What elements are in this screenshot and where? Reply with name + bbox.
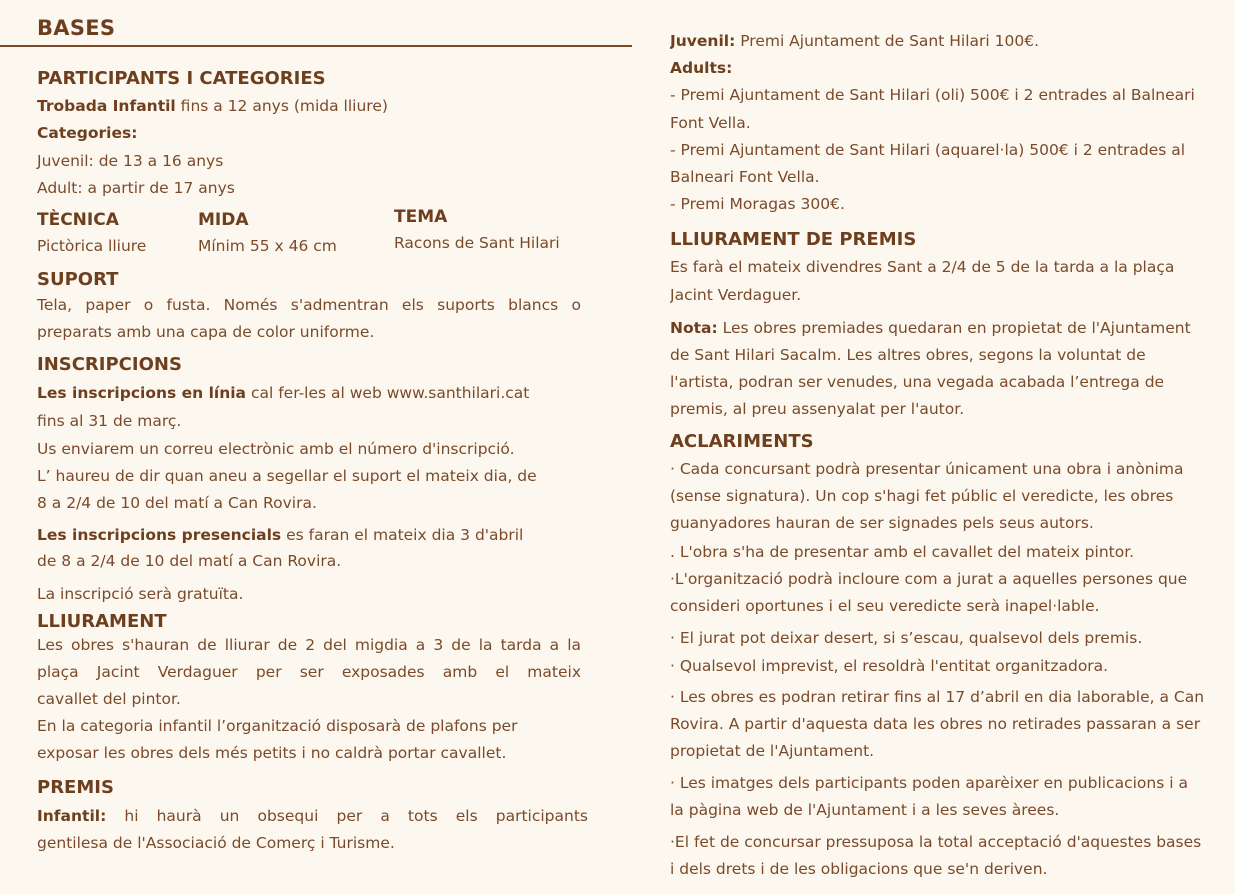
inscripcions-heading: INSCRIPCIONS (37, 354, 182, 375)
adult-prize1-line1: - Premi Ajuntament de Sant Hilari (oli) 500€ i 2 entrades al Balneari (670, 86, 1195, 104)
infantil-label: Trobada Infantil (37, 97, 176, 115)
juvenil-category: Juvenil: de 13 a 16 anys (37, 152, 224, 170)
juvenil-prize-text: Premi Ajuntament de Sant Hilari 100€. (735, 32, 1039, 50)
aclariments-line: · Qualsevol imprevist, el resoldrà l'entitat organitzadora. (670, 657, 1109, 675)
lliurament-premis-line1: Es farà el mateix divendres Sant a 2/4 de 5 de la tarda a la plaça (670, 258, 1175, 276)
adults-label: Adults: (670, 59, 733, 77)
adult-prize2-line1: - Premi Ajuntament de Sant Hilari (aquarel·la) 500€ i 2 entrades al (670, 141, 1186, 159)
aclariments-line: guanyadores hauran de ser signades pels seus autors. (670, 514, 1094, 532)
aclariments-line: · El jurat pot deixar desert, si s’escau, qualsevol dels premis. (670, 629, 1143, 647)
aclariments-line: propietat de l'Ajuntament. (670, 742, 875, 760)
mida-label: MIDA (198, 210, 249, 230)
nota-text: Les obres premiades quedaran en propietat de l'Ajuntament (717, 319, 1191, 337)
title-divider (0, 45, 632, 47)
suport-line1: Tela, paper o fusta. Només s'admentran els suports blancs o (37, 296, 581, 314)
inscripcions-line4: L’ haureu de dir quan aneu a segellar el suport el mateix dia, de (37, 467, 537, 485)
inscripcions-line5: 8 a 2/4 de 10 del matí a Can Rovira. (37, 494, 317, 512)
tema-label: TEMA (394, 207, 448, 227)
tecnica-label: TÈCNICA (37, 210, 119, 230)
inscripcions-line2: fins al 31 de març. (37, 412, 182, 430)
lliurament-line5: exposar les obres dels més petits i no caldrà portar cavallet. (37, 744, 507, 762)
aclariments-line: · Cada concursant podrà presentar únicament una obra i anònima (670, 460, 1184, 478)
aclariments-line: consideri oportunes i el seu veredicte serà inapel·lable. (670, 597, 1100, 615)
suport-heading: SUPORT (37, 269, 119, 290)
premis-infantil-label: Infantil: (37, 807, 107, 825)
adult-prize2-line2: Balneari Font Vella. (670, 168, 820, 186)
inscripcions-line8: La inscripció serà gratuïta. (37, 585, 244, 603)
presencial-text: es faran el mateix dia 3 d'abril (281, 526, 524, 544)
inscripcions-online (37, 380, 529, 407)
lliurament-line1: Les obres s'hauran de lliurar de 2 del migdia a 3 de la tarda a la (37, 636, 581, 654)
adult-prize1-line2: Font Vella. (670, 114, 751, 132)
categories-label: Categories: (37, 124, 138, 142)
premis-line2: gentilesa de l'Associació de Comerç i Turisme. (37, 834, 395, 852)
online-label: Les inscripcions en línia (37, 384, 247, 402)
aclariments-line: Rovira. A partir d'aquesta data les obres no retirades passaran a ser (670, 715, 1201, 733)
lliurament-premis-heading: LLIURAMENT DE PREMIS (670, 229, 917, 250)
juvenil-prize-label: Juvenil: (670, 32, 736, 50)
right-column (670, 0, 1235, 894)
tecnica-value: Pictòrica lliure (37, 237, 147, 255)
adult-category: Adult: a partir de 17 anys (37, 179, 235, 197)
lliurament-line3: cavallet del pintor. (37, 690, 181, 708)
lliurament-line4: En la categoria infantil l’organització disposarà de plafons per (37, 717, 518, 735)
aclariments-heading: ACLARIMENTS (670, 431, 814, 452)
page-title: BASES (37, 16, 116, 40)
mida-value: Mínim 55 x 46 cm (198, 237, 337, 255)
participants-heading: PARTICIPANTS I CATEGORIES (37, 68, 326, 89)
inscripcions-line7: de 8 a 2/4 de 10 del matí a Can Rovira. (37, 552, 342, 570)
nota-line1 (670, 315, 1191, 342)
nota-line4: premis, al preu assenyalat per l'autor. (670, 400, 965, 418)
infantil-line (37, 93, 388, 120)
premis-infantil (37, 803, 588, 830)
aclariments-line: (sense signatura). Un cop s'hagi fet públic el veredicte, les obres (670, 487, 1174, 505)
adult-prize3: - Premi Moragas 300€. (670, 195, 845, 213)
lliurament-premis-line2: Jacint Verdaguer. (670, 286, 802, 304)
aclariments-line: · Les imatges dels participants poden aparèixer en publicacions i a (670, 774, 1188, 792)
aclariments-line: ·L'organització podrà incloure com a jurat a aquelles persones que (670, 570, 1188, 588)
presencial-label: Les inscripcions presencials (37, 526, 282, 544)
lliurament-line2: plaça Jacint Verdaguer per ser exposades amb el mateix (37, 663, 581, 681)
nota-label: Nota: (670, 319, 718, 337)
aclariments-line: . L'obra s'ha de presentar amb el cavallet del mateix pintor. (670, 543, 1135, 561)
aclariments-line: la pàgina web de l'Ajuntament i a les seves àrees. (670, 801, 1060, 819)
aclariments-line: i dels drets i de les obligacions que se'n deriven. (670, 860, 1048, 878)
inscripcions-presencial (37, 522, 523, 549)
premis-infantil-text: hi haurà un obsequi per a tots els participants (106, 807, 588, 825)
juvenil-prize (670, 28, 1039, 55)
suport-line2: preparats amb una capa de color uniforme. (37, 323, 375, 341)
nota-line3: l'artista, podran ser venudes, una vegada acabada l’entrega de (670, 373, 1165, 391)
nota-line2: de Sant Hilari Sacalm. Les altres obres, segons la voluntat de (670, 346, 1146, 364)
lliurament-heading: LLIURAMENT (37, 611, 167, 632)
aclariments-line: · Les obres es podran retirar fins al 17 d’abril en dia laborable, a Can (670, 688, 1205, 706)
aclariments-line: ·El fet de concursar pressuposa la total acceptació d'aquestes bases (670, 833, 1202, 851)
tema-value: Racons de Sant Hilari (394, 234, 560, 252)
premis-heading: PREMIS (37, 777, 114, 798)
infantil-text: fins a 12 anys (mida lliure) (175, 97, 388, 115)
inscripcions-line3: Us enviarem un correu electrònic amb el número d'inscripció. (37, 440, 515, 458)
online-text: cal fer-les al web www.santhilari.cat (246, 384, 530, 402)
